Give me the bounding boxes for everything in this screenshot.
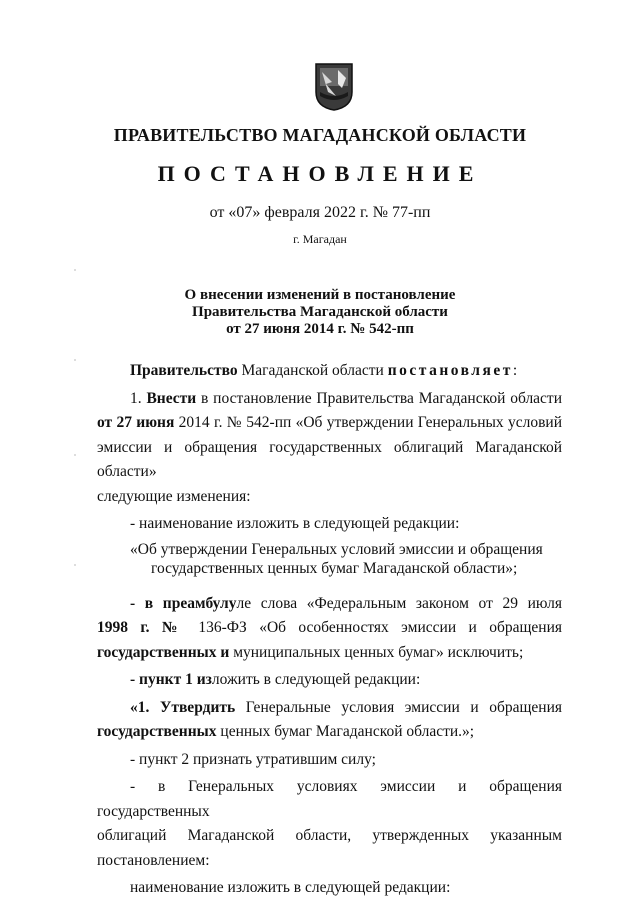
text-run: государственных	[97, 723, 217, 740]
government-title: ПРАВИТЕЛЬСТВО МАГАДАНСКОЙ ОБЛАСТИ	[113, 125, 527, 145]
paragraph-line: наименование изложить в следующей редакции:	[130, 879, 451, 896]
subject-line: Правительства Магаданской области	[192, 304, 448, 320]
text-run: государственных и	[97, 643, 230, 661]
text-run: муниципальных ценных бумаг» исключить;	[229, 643, 524, 661]
text-run: постановляет	[387, 362, 513, 379]
quote-line: государственных ценных бумаг Магаданской области»;	[151, 559, 518, 577]
coat-of-arms-icon	[314, 62, 354, 112]
text-run: 136-ФЗ «Об особенностях эмиссии и обращения	[186, 619, 562, 636]
text-run: ле слова «Федеральным законом от 29 июля	[236, 594, 562, 612]
subject-line: О внесении изменений в постановление	[184, 287, 456, 303]
text-run: Внести	[146, 389, 197, 407]
text-run: «1. Утвердить	[130, 698, 236, 716]
preamble-paragraph	[97, 359, 562, 384]
paragraph-line: следующие изменения:	[97, 487, 251, 505]
subject-line: от 27 июня 2014 г. № 542-пп	[226, 321, 414, 337]
text-run: :	[512, 362, 518, 379]
text-run: Правительство	[130, 362, 238, 379]
text-run: - в преамбулу	[130, 594, 237, 612]
paragraph-line	[97, 616, 562, 641]
paragraph-line	[97, 696, 562, 721]
text-run: Магаданской области	[237, 362, 388, 379]
paragraph-line: - наименование изложить в следующей редакции:	[130, 515, 460, 532]
margin-scan-marks	[74, 265, 76, 575]
text-run: - пункт 1 из	[130, 671, 212, 688]
paragraph-line	[97, 720, 562, 745]
text-run: в постановление Правительства Магаданской области	[196, 389, 563, 407]
document-body	[97, 359, 562, 901]
text-run: 1.	[130, 389, 147, 407]
text-run: от 27 июня	[97, 414, 175, 431]
text-run: Генеральные условия эмиссии и обращения	[235, 698, 562, 716]
paragraph-line	[97, 592, 562, 617]
paragraph-line: постановлением:	[97, 851, 210, 869]
paragraph-line	[97, 668, 562, 693]
text-run: ценных бумаг Магаданской области.»;	[216, 723, 475, 740]
document-date: от «07» февраля 2022 г. № 77-пп	[209, 204, 431, 221]
paragraph-line	[97, 387, 562, 412]
quote-line: «Об утверждении Генеральных условий эмиссии и обращения	[130, 540, 543, 558]
paragraph-line: облигаций Магаданской области, утвержденных указанным	[97, 827, 562, 844]
paragraph-line	[97, 411, 562, 436]
document-subject	[0, 287, 640, 338]
paragraph-line: - пункт 2 признать утратившим силу;	[130, 750, 376, 768]
document-city: г. Магадан	[293, 232, 347, 246]
paragraph-line: эмиссии и обращения государственных облигаций Магаданской области»	[97, 438, 562, 480]
text-run: ложить в следующей редакции:	[211, 671, 421, 688]
paragraph-line: - в Генеральных условиях эмиссии и обращения государственных	[97, 778, 562, 820]
paragraph-line	[97, 641, 562, 666]
quoted-title	[97, 540, 562, 578]
document-type: ПОСТАНОВЛЕНИЕ	[157, 161, 483, 186]
text-run: 2014 г. № 542-пп «Об утверждении Генеральных условий	[174, 414, 562, 431]
text-run: 1998 г. №	[97, 619, 187, 636]
